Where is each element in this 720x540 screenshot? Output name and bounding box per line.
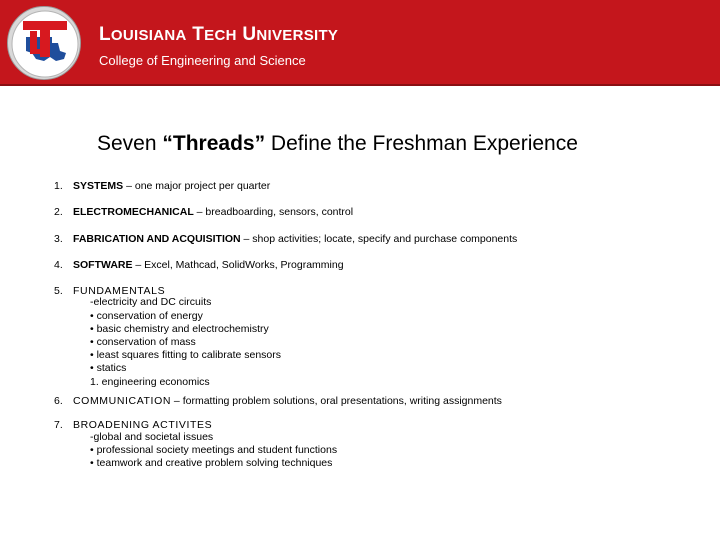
item-description: – breadboarding, sensors, control bbox=[193, 206, 354, 218]
sub-item: • professional society meetings and student functions bbox=[90, 444, 338, 456]
item-number: 2. bbox=[54, 206, 63, 218]
item-description: – one major project per quarter bbox=[123, 180, 271, 192]
list-item bbox=[54, 395, 502, 407]
item-number: 3. bbox=[54, 233, 63, 245]
list-item bbox=[54, 419, 212, 431]
item-number: 1. bbox=[54, 180, 63, 192]
item-keyword: FUNDAMENTALS bbox=[73, 285, 166, 297]
sub-item: • least squares fitting to calibrate sensors bbox=[90, 349, 282, 361]
item-number: 4. bbox=[54, 259, 63, 271]
slide-title: Seven “Threads” Define the Freshman Experience bbox=[97, 132, 578, 155]
item-description: – Excel, Mathcad, SolidWorks, Programming bbox=[132, 259, 344, 271]
item-number: 5. bbox=[54, 285, 63, 297]
college-name: College of Engineering and Science bbox=[99, 53, 306, 68]
university-name: LOUISIANA TECH UNIVERSITY bbox=[99, 24, 339, 45]
header-divider bbox=[0, 84, 720, 86]
item-keyword: BROADENING ACTIVITES bbox=[73, 419, 213, 431]
list-item bbox=[54, 259, 344, 271]
item-number: 7. bbox=[54, 419, 63, 431]
item-keyword: SOFTWARE bbox=[73, 259, 133, 271]
sub-item: -global and societal issues bbox=[90, 431, 214, 443]
item-keyword: ELECTROMECHANICAL bbox=[73, 206, 194, 218]
sub-item: • conservation of energy bbox=[90, 310, 203, 322]
item-description: – shop activities; locate, specify and purchase components bbox=[240, 233, 518, 245]
louisiana-tech-logo-icon bbox=[7, 6, 81, 80]
item-keyword: COMMUNICATION bbox=[73, 395, 172, 407]
sub-item: • teamwork and creative problem solving techniques bbox=[90, 457, 333, 469]
item-keyword: FABRICATION AND ACQUISITION bbox=[73, 233, 241, 245]
item-number: 6. bbox=[54, 395, 63, 407]
sub-item: -electricity and DC circuits bbox=[90, 296, 212, 308]
item-description: – formatting problem solutions, oral presentations, writing assignments bbox=[171, 395, 502, 407]
item-keyword: SYSTEMS bbox=[73, 180, 124, 192]
sub-item: 1. engineering economics bbox=[90, 376, 210, 388]
list-item bbox=[54, 233, 517, 245]
sub-item: • basic chemistry and electrochemistry bbox=[90, 323, 269, 335]
sub-item: • conservation of mass bbox=[90, 336, 196, 348]
sub-item: • statics bbox=[90, 362, 127, 374]
list-item bbox=[54, 180, 270, 192]
list-item bbox=[54, 206, 353, 218]
